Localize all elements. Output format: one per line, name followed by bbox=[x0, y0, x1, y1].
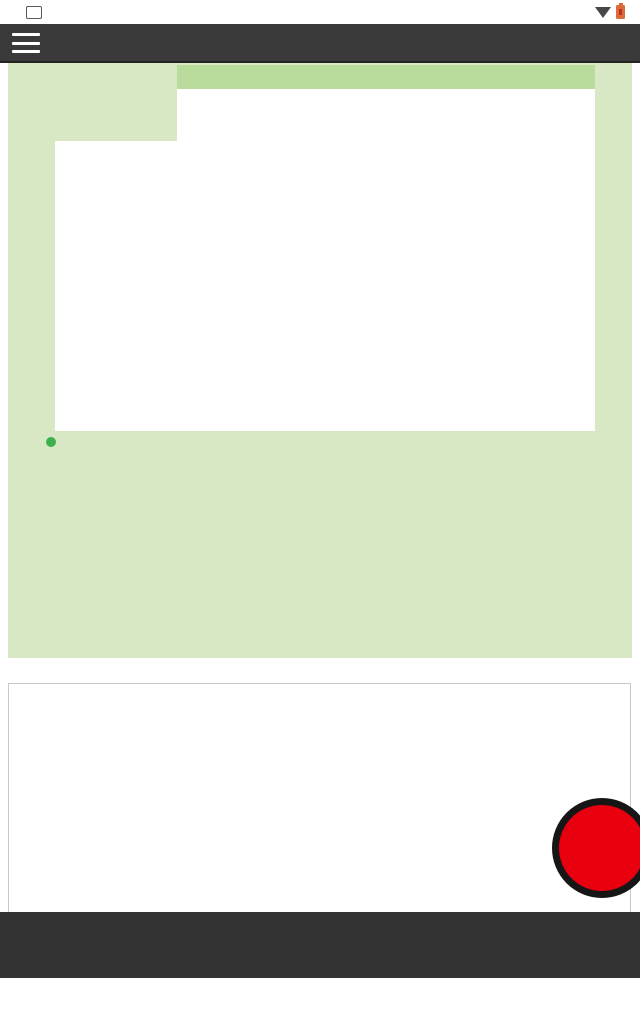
matrix-top bbox=[177, 65, 595, 141]
tire-search-bar bbox=[0, 912, 640, 978]
rolling-resistance-matrix bbox=[55, 65, 595, 433]
status-bar bbox=[0, 0, 640, 24]
col-axis-title bbox=[177, 65, 595, 89]
battery-icon bbox=[616, 5, 625, 19]
matrix-body bbox=[55, 141, 595, 431]
wifi-icon bbox=[595, 7, 611, 18]
rolling-resistance-panel bbox=[8, 63, 632, 658]
gmail-icon bbox=[26, 6, 42, 19]
notes-box bbox=[8, 683, 631, 918]
hamburger-menu-icon[interactable] bbox=[12, 33, 40, 53]
fuel-section-title bbox=[46, 437, 64, 447]
app-header bbox=[0, 24, 640, 63]
donut-icon bbox=[46, 437, 56, 447]
android-nav-bar bbox=[0, 978, 640, 1024]
